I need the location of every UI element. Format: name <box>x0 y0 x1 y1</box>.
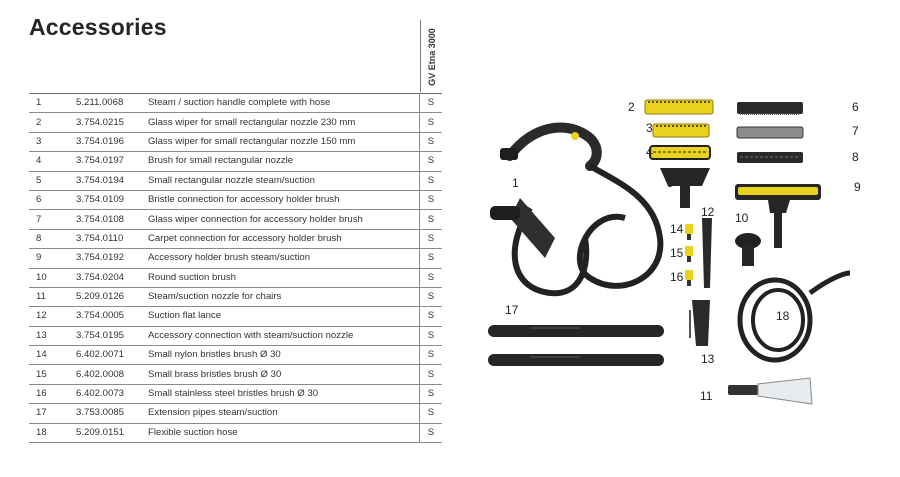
description: Accessory holder brush steam/suction <box>140 249 420 268</box>
table-row <box>29 229 442 248</box>
part-number: 6.402.0071 <box>68 346 140 365</box>
part-8-carpet-connection <box>737 152 803 163</box>
availability: S <box>420 384 443 403</box>
description: Brush for small rectangular nozzle <box>140 152 420 171</box>
table-row <box>29 423 442 442</box>
row-number: 15 <box>29 365 68 384</box>
availability: S <box>420 229 443 248</box>
description: Bristle connection for accessory holder brush <box>140 190 420 209</box>
part-11-chair-nozzle <box>728 378 812 404</box>
row-number: 11 <box>29 287 68 306</box>
availability: S <box>420 346 443 365</box>
availability: S <box>420 190 443 209</box>
callout-1: 1 <box>512 176 519 190</box>
part-17-extension-pipes <box>488 325 664 366</box>
part-number: 6.402.0008 <box>68 365 140 384</box>
part-number: 3.754.0195 <box>68 326 140 345</box>
part-number: 3.754.0215 <box>68 113 140 132</box>
row-number: 18 <box>29 423 68 442</box>
row-number: 7 <box>29 210 68 229</box>
description: Steam / suction handle complete with hose <box>140 94 420 113</box>
row-number: 3 <box>29 132 68 151</box>
table-row <box>29 152 442 171</box>
description: Accessory connection with steam/suction nozzle <box>140 326 420 345</box>
table-row <box>29 190 442 209</box>
table-row <box>29 384 442 403</box>
table-row <box>29 249 442 268</box>
description: Extension pipes steam/suction <box>140 404 420 423</box>
part-number: 3.754.0108 <box>68 210 140 229</box>
part-number: 3.754.0196 <box>68 132 140 151</box>
callout-13: 13 <box>701 352 715 366</box>
availability: S <box>420 287 443 306</box>
availability: S <box>420 210 443 229</box>
table-row <box>29 307 442 326</box>
table-row <box>29 287 442 306</box>
accessories-table <box>29 93 442 443</box>
part-15-brass-brush <box>685 246 693 262</box>
row-number: 9 <box>29 249 68 268</box>
callout-7: 7 <box>852 124 859 138</box>
table-row <box>29 113 442 132</box>
part-number: 3.754.0204 <box>68 268 140 287</box>
callout-2: 2 <box>628 100 635 114</box>
table-row <box>29 365 442 384</box>
availability: S <box>420 404 443 423</box>
part-number: 3.754.0194 <box>68 171 140 190</box>
row-number: 16 <box>29 384 68 403</box>
callout-17: 17 <box>505 303 519 317</box>
availability: S <box>420 249 443 268</box>
part-7-glass-wiper-connection <box>737 127 803 138</box>
availability: S <box>420 307 443 326</box>
description: Flexible suction hose <box>140 423 420 442</box>
row-number: 4 <box>29 152 68 171</box>
description: Glass wiper connection for accessory holder brush <box>140 210 420 229</box>
callout-8: 8 <box>852 150 859 164</box>
part-number: 3.754.0110 <box>68 229 140 248</box>
callout-4: 4 <box>646 145 653 159</box>
part-number: 3.754.0192 <box>68 249 140 268</box>
part-3-glass-wiper-150 <box>653 124 709 137</box>
description: Small rectangular nozzle steam/suction <box>140 171 420 190</box>
part-16-steel-brush <box>685 270 693 286</box>
table-row <box>29 268 442 287</box>
callout-15: 15 <box>670 246 684 260</box>
description: Glass wiper for small rectangular nozzle 150 mm <box>140 132 420 151</box>
availability: S <box>420 152 443 171</box>
page-title: Accessories <box>29 14 167 40</box>
callout-12: 12 <box>701 205 715 219</box>
table-row <box>29 132 442 151</box>
availability: S <box>420 132 443 151</box>
description: Small nylon bristles brush Ø 30 <box>140 346 420 365</box>
callout-6: 6 <box>852 100 859 114</box>
row-number: 14 <box>29 346 68 365</box>
description: Suction flat lance <box>140 307 420 326</box>
part-number: 3.754.0197 <box>68 152 140 171</box>
row-number: 5 <box>29 171 68 190</box>
table-row <box>29 346 442 365</box>
part-6-bristle-connection <box>737 102 803 114</box>
availability: S <box>420 326 443 345</box>
row-number: 2 <box>29 113 68 132</box>
part-18-flexible-hose <box>740 273 850 360</box>
description: Glass wiper for small rectangular nozzle 230 mm <box>140 113 420 132</box>
part-10-round-brush <box>735 233 761 266</box>
callout-16: 16 <box>670 270 684 284</box>
row-number: 17 <box>29 404 68 423</box>
callout-9: 9 <box>854 180 861 194</box>
column-header <box>421 22 443 92</box>
availability: S <box>420 365 443 384</box>
callout-11: 11 <box>700 389 713 403</box>
row-number: 10 <box>29 268 68 287</box>
callout-3: 3 <box>646 121 653 135</box>
part-number: 6.402.0073 <box>68 384 140 403</box>
description: Carpet connection for accessory holder brush <box>140 229 420 248</box>
row-number: 6 <box>29 190 68 209</box>
table-row <box>29 326 442 345</box>
description: Small brass bristles brush Ø 30 <box>140 365 420 384</box>
row-number: 12 <box>29 307 68 326</box>
part-14-nylon-brush <box>685 224 693 240</box>
row-number: 13 <box>29 326 68 345</box>
availability: S <box>420 113 443 132</box>
callout-10: 10 <box>735 211 749 225</box>
table-row <box>29 210 442 229</box>
part-4-brush-small-nozzle <box>650 146 710 159</box>
part-number: 5.209.0151 <box>68 423 140 442</box>
availability: S <box>420 423 443 442</box>
availability: S <box>420 268 443 287</box>
part-number: 5.209.0126 <box>68 287 140 306</box>
description: Small stainless steel bristles brush Ø 30 <box>140 384 420 403</box>
row-number: 8 <box>29 229 68 248</box>
table-row <box>29 171 442 190</box>
description: Round suction brush <box>140 268 420 287</box>
part-number: 3.754.0005 <box>68 307 140 326</box>
availability: S <box>420 94 443 113</box>
column-header-label: GV Etna 3000 <box>427 28 437 86</box>
part-number: 5.211.0068 <box>68 94 140 113</box>
description: Steam/suction nozzle for chairs <box>140 287 420 306</box>
part-12-flat-lance <box>702 218 712 288</box>
part-1-handle-hose <box>490 128 660 294</box>
callout-14: 14 <box>670 222 684 236</box>
part-2-glass-wiper-230 <box>645 100 713 114</box>
part-13-accessory-connection <box>690 300 710 346</box>
part-number: 3.754.0109 <box>68 190 140 209</box>
availability: S <box>420 171 443 190</box>
row-number: 1 <box>29 94 68 113</box>
callout-18: 18 <box>776 309 790 323</box>
table-row <box>29 94 442 113</box>
table-row <box>29 404 442 423</box>
part-number: 3.753.0085 <box>68 404 140 423</box>
callout-5: 5 <box>667 176 674 190</box>
